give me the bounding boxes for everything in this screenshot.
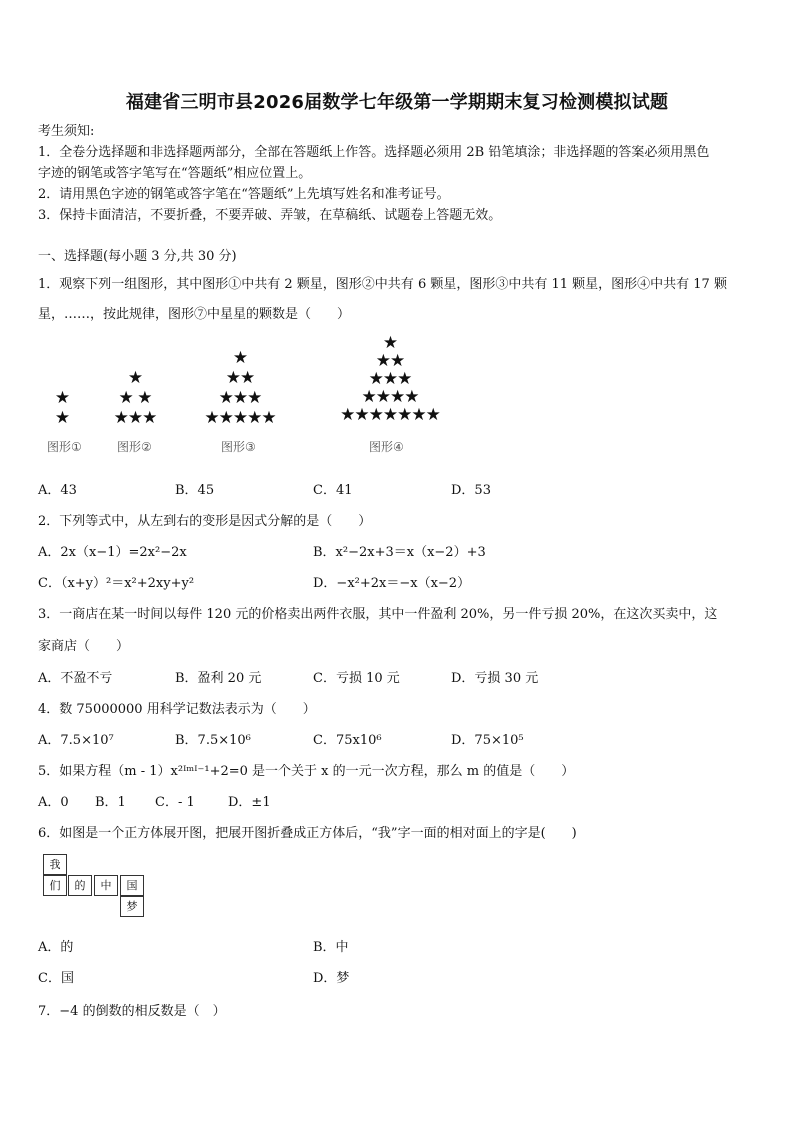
notice-heading: 考生须知: bbox=[38, 124, 95, 139]
notice-line-2: 字迹的钢笔或答字笔写在“答题纸”相应位置上。 bbox=[38, 166, 312, 181]
star-row: ★★ bbox=[375, 351, 405, 371]
figure-3-stars bbox=[190, 348, 290, 428]
figure-1-stars bbox=[40, 388, 84, 428]
star-row: ★ bbox=[54, 388, 70, 408]
q1-option-a: A．43 bbox=[38, 483, 77, 498]
notice-line-3: 2．请用黑色字迹的钢笔或答字笔在“答题纸”上先填写姓名和准考证号。 bbox=[38, 187, 450, 202]
q6-option-d: D．梦 bbox=[313, 971, 350, 986]
q4-option-c: C．75x10⁶ bbox=[313, 733, 382, 748]
figure-1-label: 图形① bbox=[47, 440, 82, 454]
q2-option-c: C．（x+y）²＝x²+2xy+y² bbox=[38, 576, 195, 591]
q6-option-b: B．中 bbox=[313, 940, 349, 955]
q7-stem: 7．−4 的倒数的相反数是（ ） bbox=[38, 1004, 226, 1019]
q3-option-c: C．亏损 10 元 bbox=[313, 671, 400, 686]
net-cell: 们 bbox=[43, 875, 67, 896]
q1-stem-line-2: 星，……，按此规律，图形⑦中星星的颗数是（ ） bbox=[38, 307, 351, 322]
q3-option-a: A．不盈不亏 bbox=[38, 671, 113, 686]
q4-stem: 4．数 75000000 用科学记数法表示为（ ） bbox=[38, 702, 316, 717]
star-row: ★★★★★★★ bbox=[340, 405, 440, 425]
q5-option-d: D．±1 bbox=[228, 795, 271, 810]
net-cell: 梦 bbox=[120, 896, 144, 917]
q3-stem-line-1: 3．一商店在某一时间以每件 120 元的价格卖出两件衣服，其中一件盈利 20%，另一件亏损 20%，在这次买卖中，这 bbox=[38, 607, 718, 622]
star-row: ★★★★ bbox=[361, 387, 419, 407]
q5-option-c: C．- 1 bbox=[155, 795, 195, 810]
net-cell: 的 bbox=[68, 875, 92, 896]
q4-option-b: B．7.5×10⁶ bbox=[175, 733, 251, 748]
q6-stem: 6．如图是一个正方体展开图，把展开图折叠成正方体后，“我”字一面的相对面上的字是( ) bbox=[38, 826, 577, 841]
net-cell: 国 bbox=[120, 875, 144, 896]
page-title: 福建省三明市县2026届数学七年级第一学期期末复习检测模拟试题 bbox=[125, 92, 669, 113]
q6-option-c: C．国 bbox=[38, 971, 74, 986]
figure-2-label: 图形② bbox=[117, 440, 152, 454]
q5-option-b: B．1 bbox=[95, 795, 126, 810]
figure-2-stars bbox=[100, 368, 170, 428]
q6-option-a: A．的 bbox=[38, 940, 74, 955]
star-row: ★ bbox=[54, 408, 70, 428]
q1-option-c: C．41 bbox=[313, 483, 353, 498]
star-row: ★ bbox=[232, 348, 248, 368]
star-row: ★★★ bbox=[113, 408, 157, 428]
q3-option-d: D．亏损 30 元 bbox=[451, 671, 539, 686]
figure-3-label: 图形③ bbox=[221, 440, 256, 454]
q1-option-b: B．45 bbox=[175, 483, 215, 498]
star-row: ★★★ bbox=[368, 369, 412, 389]
q3-stem-line-2: 家商店（ ） bbox=[38, 639, 130, 654]
q4-option-a: A．7.5×10⁷ bbox=[38, 733, 114, 748]
notice-line-4: 3．保持卡面清洁，不要折叠，不要弄破、弄皱，在草稿纸、试题卷上答题无效。 bbox=[38, 208, 502, 223]
section-heading: 一、选择题(每小题 3 分,共 30 分) bbox=[38, 249, 237, 264]
figure-4-label: 图形④ bbox=[369, 440, 404, 454]
q5-stem: 5．如果方程（m - 1）x²ᴵᵐᴵ⁻¹+2=0 是一个关于 x 的一元一次方程，那么 m 的值是（ ） bbox=[38, 764, 575, 779]
q4-option-d: D．75×10⁵ bbox=[451, 733, 524, 748]
q1-stem-line-1: 1．观察下列一组图形，其中图形①中共有 2 颗星，图形②中共有 6 颗星，图形③中共有 11 颗星，图形④中共有 17 颗 bbox=[38, 277, 727, 292]
star-row: ★ bbox=[127, 368, 143, 388]
star-row: ★★★ bbox=[218, 388, 262, 408]
q3-option-b: B．盈利 20 元 bbox=[175, 671, 262, 686]
star-row: ★★★★★ bbox=[204, 408, 276, 428]
q2-option-a: A．2x（x−1）=2x²−2x bbox=[38, 545, 187, 560]
q2-stem: 2．下列等式中，从左到右的变形是因式分解的是（ ） bbox=[38, 514, 372, 529]
star-row: ★★ bbox=[225, 368, 255, 388]
net-cell: 我 bbox=[43, 854, 67, 875]
figure-4-stars bbox=[320, 334, 460, 424]
q1-option-d: D．53 bbox=[451, 483, 491, 498]
notice-line-1: 1．全卷分选择题和非选择题两部分，全部在答题纸上作答。选择题必须用 2B 铅笔填涂；非选择题的答案必须用黑色 bbox=[38, 145, 710, 160]
q2-option-d: D．−x²+2x＝−x（x−2） bbox=[313, 576, 471, 591]
q5-option-a: A．0 bbox=[38, 795, 69, 810]
q2-option-b: B．x²−2x+3＝x（x−2）+3 bbox=[313, 545, 486, 560]
star-row: ★ ★ bbox=[118, 388, 152, 408]
net-cell: 中 bbox=[94, 875, 118, 896]
star-row: ★ bbox=[382, 333, 398, 353]
